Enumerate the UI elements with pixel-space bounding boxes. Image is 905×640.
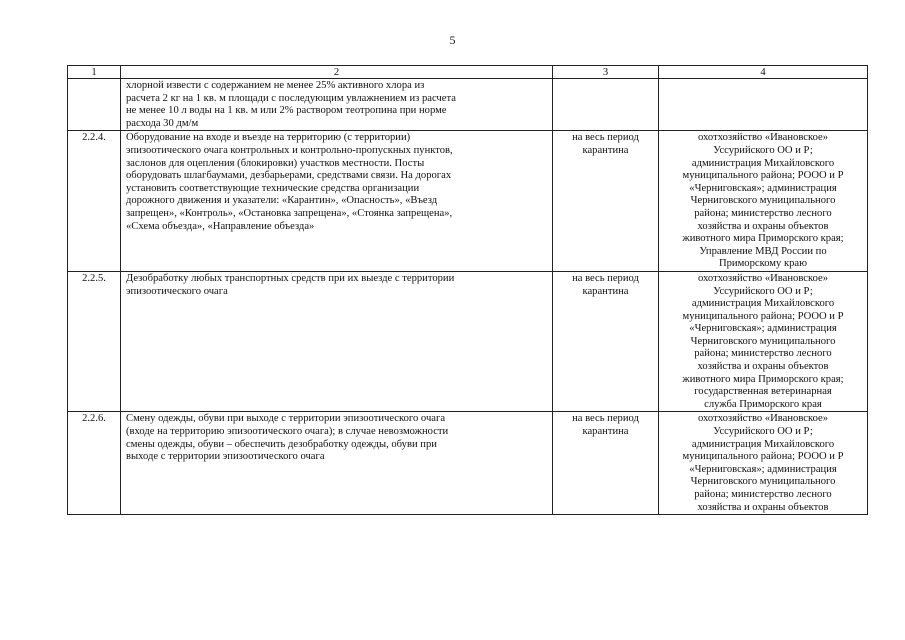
measure-description-line: оборудовать шлагбаумами, дезбарьерами, средствами связи. На дорогах — [126, 170, 452, 182]
measure-description-line: расхода 30 дм/м — [126, 117, 199, 129]
page-number: 5 — [449, 33, 456, 47]
execution-term-line: на весь период — [572, 132, 639, 144]
responsible-parties-line: администрация Михайловского — [691, 438, 835, 450]
measure-description-line: Смену одежды, обуви при выходе с территории эпизоотического очага — [126, 413, 446, 425]
execution-term-line: карантина — [582, 285, 629, 297]
item-number: 2.2.6. — [68, 412, 121, 515]
measure-description-line: не менее 10 л воды на 1 кв. м или 2% раствором теотропина при норме — [126, 105, 447, 117]
responsible-parties-line: государственная ветеринарная — [694, 386, 832, 398]
responsible-parties-line: «Черниговская»; администрация — [689, 182, 837, 194]
responsible-parties — [659, 79, 868, 131]
measure-description-line: смены одежды, обуви – обеспечить дезобработку одежды, обуви при — [126, 438, 437, 450]
measure-description — [121, 271, 553, 412]
column-header-1: 1 — [68, 66, 121, 79]
execution-term-line: на весь период — [572, 413, 639, 425]
measure-description — [121, 412, 553, 515]
measure-description-line: установить соответствующие технические средства организации — [126, 182, 420, 194]
item-number — [68, 79, 121, 131]
measure-description-line: расчета 2 кг на 1 кв. м площади с последующим увлажнением из расчета — [126, 92, 456, 104]
responsible-parties-line: «Черниговская»; администрация — [689, 463, 837, 475]
responsible-parties-line: охотхозяйство «Ивановское» — [698, 413, 828, 425]
measures-table — [67, 65, 868, 515]
responsible-parties-line: хозяйства и охраны объектов — [697, 361, 829, 373]
measure-description-line: запрещен», «Контроль», «Остановка запрещена», «Стоянка запрещена», — [126, 207, 453, 219]
item-number: 2.2.5. — [68, 271, 121, 412]
responsible-parties-line: муниципального района; РООО и Р — [682, 451, 844, 463]
table-row — [68, 79, 868, 131]
responsible-parties-line: «Черниговская»; администрация — [689, 323, 837, 335]
column-header-4: 4 — [659, 66, 868, 79]
execution-term-line: карантина — [582, 144, 629, 156]
responsible-parties-line: района; министерство лесного — [694, 489, 832, 500]
measure-description-line: дорожного движения и указатели: «Карантин», «Опасность», «Въезд — [126, 195, 438, 207]
column-header-3: 3 — [553, 66, 659, 79]
responsible-parties-line: Черниговского муниципального — [690, 476, 836, 488]
table-row — [68, 412, 868, 515]
execution-term — [553, 79, 659, 131]
table-row — [68, 131, 868, 272]
measure-description-line: эпизоотического очага — [126, 285, 228, 297]
table-header-row — [68, 66, 868, 79]
responsible-parties-line: муниципального района; РООО и Р — [682, 170, 844, 182]
responsible-parties-line: Уссурийского ОО и Р; — [713, 144, 813, 156]
responsible-parties-line: района; министерство лесного — [694, 348, 832, 360]
responsible-parties-line: животного мира Приморского края; — [682, 233, 844, 245]
responsible-parties-line: администрация Михайловского — [691, 157, 835, 169]
responsible-parties-line: администрация Михайловского — [691, 298, 835, 310]
responsible-parties-line: животного мира Приморского края; — [682, 373, 844, 385]
responsible-parties-line: Уссурийского ОО и Р; — [713, 285, 813, 297]
item-number: 2.2.4. — [68, 131, 121, 272]
responsible-parties-line: хозяйства и охраны объектов — [697, 220, 829, 232]
measure-description — [121, 79, 553, 131]
responsible-parties-line: района; министерство лесного — [694, 207, 832, 219]
column-header-2: 2 — [121, 66, 553, 79]
table-row — [68, 271, 868, 412]
measure-description-line: эпизоотического очага контрольных и контрольно-пропускных пунктов, — [126, 144, 453, 156]
execution-term-line: на весь период — [572, 272, 639, 284]
responsible-parties — [659, 131, 868, 272]
responsible-parties-line: Черниговского муниципального — [690, 335, 836, 347]
responsible-parties-line: муниципального района; РООО и Р — [682, 310, 844, 322]
execution-term-line: карантина — [582, 426, 629, 438]
execution-term — [553, 271, 659, 412]
measure-description-line: (входе на территорию эпизоотического очага); в случае невозможности — [126, 426, 449, 438]
responsible-parties-line: хозяйства и охраны объектов — [697, 501, 829, 513]
measure-description — [121, 131, 553, 272]
measure-description-line: Оборудование на входе и въезде на территорию (с территории) — [126, 132, 411, 144]
measure-description-line: Дезобработку любых транспортных средств при их выезде с территории — [126, 272, 455, 284]
responsible-parties — [659, 271, 868, 412]
responsible-parties-line: охотхозяйство «Ивановское» — [698, 272, 828, 284]
execution-term — [553, 412, 659, 515]
measure-description-line: хлорной извести с содержанием не менее 25% активного хлора из — [126, 80, 425, 91]
measure-description-line: «Схема объезда», «Направление объезда» — [126, 220, 315, 232]
responsible-parties-line: Управление МВД России по — [699, 245, 827, 257]
responsible-parties-line: служба Приморского края — [704, 398, 822, 410]
responsible-parties-line: Приморскому краю — [718, 258, 808, 270]
responsible-parties-line: Уссурийского ОО и Р; — [713, 426, 813, 438]
measure-description-line: выходе с территории эпизоотического очага — [126, 451, 325, 463]
responsible-parties-line: охотхозяйство «Ивановское» — [698, 132, 828, 144]
measure-description-line: заслонов для оцепления (блокировки) участков местности. Посты — [126, 157, 425, 169]
responsible-parties-line: Черниговского муниципального — [690, 195, 836, 207]
responsible-parties — [659, 412, 868, 515]
execution-term — [553, 131, 659, 272]
